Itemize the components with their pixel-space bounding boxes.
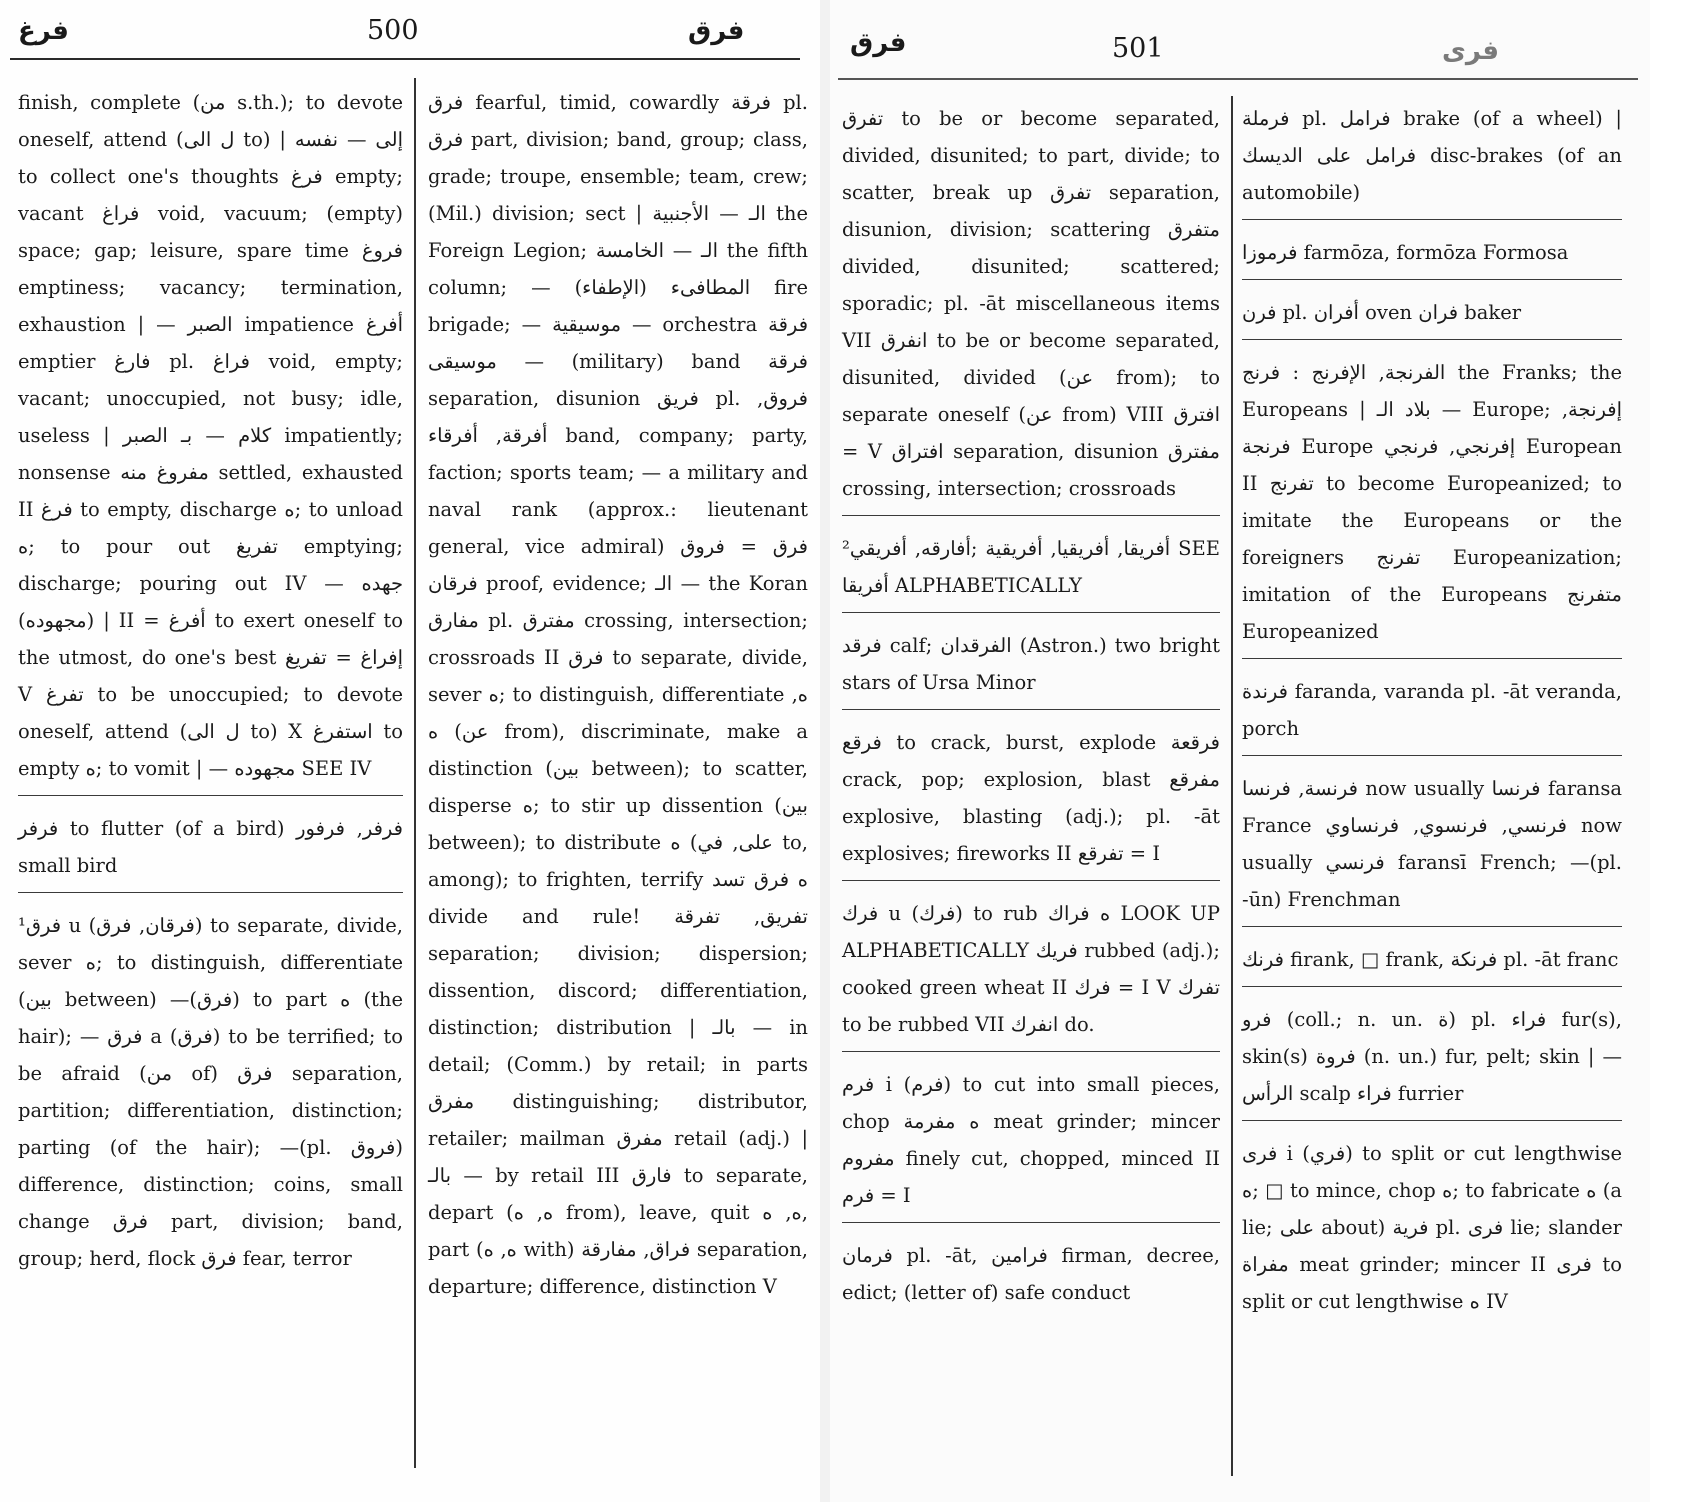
right-column-2 [1242, 96, 1622, 1338]
right-page-header [830, 0, 1650, 70]
entry-text: فرن pl. أفران oven فران baker [1242, 301, 1522, 324]
dictionary-entry [428, 80, 808, 1313]
entry-text: فرق fearful, timid, cowardly فرقة pl. فرق part, division; band, group; class, grade; troupe, ensemble; team, crew; (Mil.) division; sect | الـ — الأجنبية the Foreign Legion; الـ — الخامسة the fifth column; — المطافىء (الإطفاء) fire brigade; — موسيقية — orchestra فرقة — موسيقى (military) band فرقة separation, disunion فريق pl. فروق, أفرقة, أفرقاء band, company; party, faction; sports team; — a military and naval rank (approx.: lieutenant general, vice admiral) فرق = فروق فرقان proof, evidence; الـ — the Koran مفارق pl. مفترق crossing, intersection; crossroads II فرق to separate, divide, sever ه; to distinguish, differentiate ه, ه (عن from), discriminate, make a distinction (بين between); to scatter, disperse ه; to stir up dissention (بين between); to distribute ه (على, في to, among); to frighten, terrify ه فرق تسد divide and rule! تفريق, تفرقة separation; division; dispersion; dissention, discord; differentiation, distinction; distribution | بالـ — in detail; (Comm.) by retail; in parts مفرق distinguishing; distributor, retailer; mailman مفرق retail (adj.) | بالـ — by retail III فارق to separate, depart (ه, ه from), leave, quit ه, ه, part (ه, ه with) فراق, مفارقة separation, departure; difference, distinction V [428, 91, 809, 1298]
dictionary-entry [842, 1233, 1220, 1319]
entry-text: تفرق to be or become separated, divided, disunited; to part, divide; to scatter, break up تفرق separation, disunion, division; scattering متفرق divided, disunited; scattered; sporadic; pl. -āt miscellaneous items VII انفرق to be or become separated, disunited, divided (عن from); to separate oneself (عن from) VIII افترق = V افتراق separation, disunion مفترق crossing, intersection; crossroads [842, 107, 1221, 500]
dictionary-entry [18, 903, 403, 1285]
entry-text: فرندة faranda, varanda pl. -āt veranda, porch [1242, 680, 1622, 740]
dictionary-entry [842, 623, 1220, 710]
entry-text: فرق¹ u (فرقان, فرق) to separate, divide, sever ه; to distinguish, differentiate (بين between) —(فرق) to part ه (the hair); — فرق a (فرق) to be terrified; to be afraid (من of) فرق separation, partition; differentiation, distinction; parting (of the hair); —(pl. فروق) difference, distinction; coins, small change فرق part, division; band, group; herd, flock فرق fear, terror [18, 914, 404, 1270]
entry-text: الفرنجة, الإفرنج : فرنج the Franks; the Europeans | بلاد الـ — Europe; إفرنجة, فرنجة Europe إفرنجي, فرنجي European II تفرنج to become Europeanized; to imitate the Europeans or the foreigners تفرنج Europeanization; imitation of the Europeans متفرنج Europeanized [1242, 361, 1622, 643]
left-page [0, 0, 820, 1502]
dictionary-entry [842, 96, 1220, 516]
entry-text: فرفر to flutter (of a bird) فرفر, فرفور small bird [18, 817, 403, 877]
dictionary-entry [842, 720, 1220, 881]
dictionary-entry [18, 806, 403, 893]
entry-text: فرك u (فرك) to rub ه فراك LOOK UP ALPHABETICALLY فريك rubbed (adj.); cooked green wheat II فرك = I V تفرك to be rubbed VII انفرك do. [842, 902, 1220, 1036]
entry-text: فرى i (فري) to split or cut lengthwise ه; □ to mince, chop ه; to fabricate ه (a lie; على about) فرية pl. فرى lie; slander مفراة meat grinder; mincer II فرى to split or cut lengthwise ه IV [1242, 1142, 1623, 1313]
entry-text: فرنسة, فرنسا now usually فرنسا faransa France فرنسي, فرنسوي, فرنساوي now usually فرنسي faransī French; —(pl. -ūn) Frenchman [1242, 777, 1622, 911]
left-column-1 [18, 80, 403, 1295]
entry-text: فرو (coll.; n. un. ة) pl. فراء fur(s), skin(s) فروة (n. un.) fur, pelt; skin | — الرأس scalp فراء furrier [1242, 1008, 1622, 1105]
left-guide-word-inner: فرق [688, 16, 745, 46]
entry-text: فرم i (فرم) to cut into small pieces, chop ه مفرمة meat grinder; mincer مفروم finely cut, chopped, minced II فرم = I [842, 1073, 1221, 1207]
left-page-number: 500 [367, 15, 419, 46]
entry-text: فرمان pl. -āt, فرامين firman, decree, edict; (letter of) safe conduct [842, 1244, 1220, 1304]
right-guide-word-corner: فرى [1442, 36, 1500, 66]
left-guide-word-outer: فرغ [18, 16, 69, 46]
right-header-rule [838, 78, 1638, 80]
dictionary-entry [18, 80, 403, 796]
dictionary-entry [1242, 766, 1622, 927]
entry-text: فرقع to crack, burst, explode فرقعة crack, pop; explosion, blast مفرقع explosive, blasting (adj.); pl. -āt explosives; fireworks II تفرقع = I [842, 731, 1220, 865]
entry-text: فرنك firank, □ frank, فرنكة pl. -āt franc [1242, 948, 1619, 971]
right-column-divider [1231, 96, 1233, 1476]
book-gutter [820, 0, 830, 1502]
left-header-rule [10, 58, 800, 60]
entry-text: فرموزا farmōza, formōza Formosa [1242, 241, 1569, 264]
page-edge-margin [1650, 0, 1690, 1502]
dictionary-entry [1242, 997, 1622, 1121]
dictionary-entry [1242, 350, 1622, 659]
entry-text: finish, complete (من s.th.); to devote oneself, attend (ل الى to) | إلى — نفسه to collect one's thoughts فرغ empty; vacant فراغ void, vacuum; (empty) space; gap; leisure, spare time فروغ emptiness; vacancy; termination, exhaustion | — الصبر impatience أفرغ emptier فارغ pl. فراغ void, empty; vacant; unoccupied, not busy; idle, useless | كلام — بـ الصبر impatiently; nonsense مفروغ منه settled, exhausted II فرغ to empty, discharge ه; to unload ه; to pour out تفريغ emptying; discharge; pouring out IV — جهده (مجهوده) | II = أفرغ to exert oneself to the utmost, do one's best إفراغ = تفريغ V تفرغ to be unoccupied; to devote oneself, attend (ل الى to) X استفرغ to empty ه; to vomit | — مجهوده SEE IV [18, 91, 403, 780]
dictionary-entry [842, 526, 1220, 613]
entry-text: فرقد calf; الفرقدان (Astron.) two bright stars of Ursa Minor [842, 634, 1220, 694]
right-page [830, 0, 1650, 1502]
dictionary-entry [1242, 96, 1622, 220]
entry-text: أفريقا, أفريقيا, أفريقية ;أفارقه, أفريقي² SEE أفريقا ALPHABETICALLY [842, 537, 1221, 597]
dictionary-entry [842, 1062, 1220, 1223]
left-column-2 [428, 80, 808, 1323]
dictionary-entry [842, 891, 1220, 1052]
dictionary-entry [1242, 230, 1622, 280]
left-page-header [0, 0, 820, 70]
entry-text: فرملة pl. فرامل brake (of a wheel) | فرامل على الديسك disc-brakes (of an automobile) [1242, 107, 1622, 204]
right-page-number: 501 [1112, 33, 1164, 64]
right-column-1 [842, 96, 1220, 1329]
right-guide-word-outer: فرق [850, 28, 907, 58]
dictionary-entry [1242, 290, 1622, 340]
dictionary-entry [1242, 1131, 1622, 1328]
left-column-divider [414, 78, 416, 1468]
dictionary-entry [1242, 937, 1622, 987]
dictionary-entry [1242, 669, 1622, 756]
